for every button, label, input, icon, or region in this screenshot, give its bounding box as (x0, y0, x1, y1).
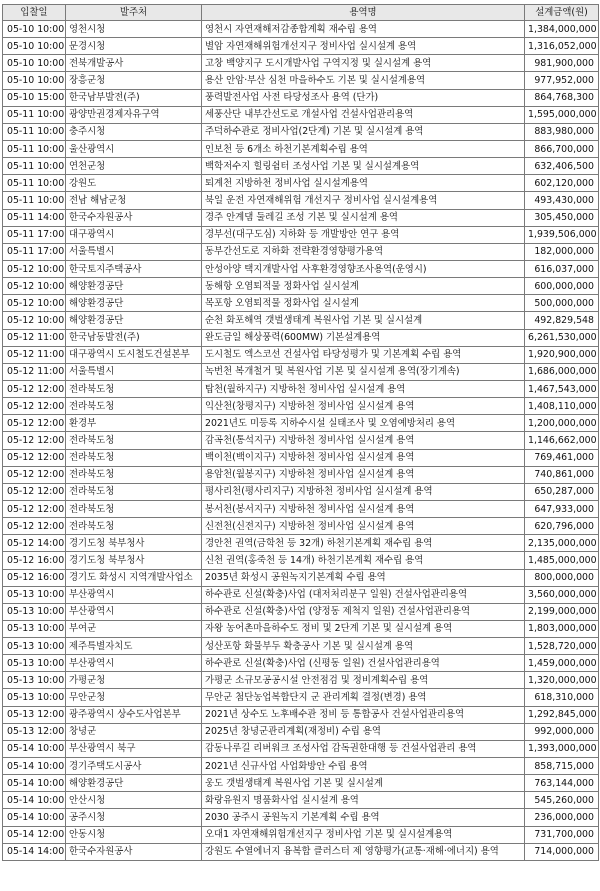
cell-date: 05-11 17:00 (3, 226, 66, 243)
cell-org: 영천시청 (66, 21, 202, 38)
cell-org: 해양환경공단 (66, 312, 202, 329)
cell-amount: 2,199,000,000 (525, 603, 599, 620)
cell-org: 가평군청 (66, 672, 202, 689)
cell-name: 녹번천 복개철거 및 복원사업 기본 및 실시설계 용역(장기계속) (202, 363, 525, 380)
table-row (3, 329, 599, 346)
table-row (3, 346, 599, 363)
cell-name: 강원도 수열에너지 융복합 클러스터 제 영향평가(교통·재해·에너지) 용역 (202, 843, 525, 860)
cell-name: 익산천(창평지구) 지방하천 정비사업 실시설계 용역 (202, 398, 525, 415)
header-row (3, 5, 599, 21)
cell-name: 봉서천(봉서지구) 지방하천 정비사업 실시설계 용역 (202, 500, 525, 517)
table-row (3, 826, 599, 843)
cell-date: 05-13 10:00 (3, 689, 66, 706)
table-row (3, 106, 599, 123)
cell-name: 화랑유원지 명품화사업 실시설계 용역 (202, 792, 525, 809)
cell-org: 연천군청 (66, 158, 202, 175)
table-row (3, 312, 599, 329)
table-row (3, 586, 599, 603)
table-row (3, 192, 599, 209)
cell-name: 백학저수지 힐링쉼터 조성사업 기본 및 실시설계용역 (202, 158, 525, 175)
cell-name: 하수관로 신설(확충)사업 (신평동 일원) 건설사업관리용역 (202, 655, 525, 672)
cell-name: 2021년 신규사업 사업화방안 수립 용역 (202, 758, 525, 775)
table-row (3, 72, 599, 89)
cell-org: 부산광역시 북구 (66, 740, 202, 757)
cell-org: 한국수자원공사 (66, 209, 202, 226)
table-row (3, 243, 599, 260)
cell-name: 영천시 자연재해저감종합계획 재수립 용역 (202, 21, 525, 38)
cell-org: 부산광역시 (66, 655, 202, 672)
table-row (3, 620, 599, 637)
table-row (3, 672, 599, 689)
cell-date: 05-12 11:00 (3, 363, 66, 380)
cell-org: 대구광역시 도시철도건설본부 (66, 346, 202, 363)
cell-org: 전라북도청 (66, 432, 202, 449)
cell-date: 05-10 10:00 (3, 38, 66, 55)
cell-date: 05-11 10:00 (3, 175, 66, 192)
table-row (3, 466, 599, 483)
cell-amount: 492,829,548 (525, 312, 599, 329)
cell-amount: 650,287,000 (525, 483, 599, 500)
cell-date: 05-14 10:00 (3, 792, 66, 809)
cell-date: 05-12 11:00 (3, 329, 66, 346)
table-row (3, 158, 599, 175)
cell-amount: 620,796,000 (525, 518, 599, 535)
cell-date: 05-14 14:00 (3, 843, 66, 860)
cell-org: 한국수자원공사 (66, 843, 202, 860)
cell-amount: 800,000,000 (525, 569, 599, 586)
cell-name: 감동나루길 리버워크 조성사업 감독권한대행 등 건설사업관리 용역 (202, 740, 525, 757)
cell-date: 05-12 10:00 (3, 295, 66, 312)
cell-amount: 1,408,110,000 (525, 398, 599, 415)
cell-name: 순천 화포해역 갯벌생태계 복원사업 기본 및 실시설계 (202, 312, 525, 329)
cell-name: 2021년도 미등록 지하수시설 실태조사 및 오염예방처리 용역 (202, 415, 525, 432)
cell-name: 별암 자연재해위험개선지구 정비사업 실시설계 용역 (202, 38, 525, 55)
cell-date: 05-10 10:00 (3, 21, 66, 38)
cell-name: 경주 안계댐 둘레길 조성 기본 및 실시설계 용역 (202, 209, 525, 226)
cell-name: 신전천(신전지구) 지방하천 정비사업 실시설계 용역 (202, 518, 525, 535)
bid-table (2, 4, 599, 861)
cell-date: 05-13 10:00 (3, 655, 66, 672)
table-row (3, 140, 599, 157)
table-row (3, 500, 599, 517)
table-row (3, 260, 599, 277)
cell-org: 무안군청 (66, 689, 202, 706)
cell-org: 전북개발공사 (66, 55, 202, 72)
cell-amount: 616,037,000 (525, 260, 599, 277)
cell-org: 울산광역시 (66, 140, 202, 157)
table-row (3, 723, 599, 740)
table-row (3, 226, 599, 243)
cell-date: 05-12 11:00 (3, 346, 66, 363)
cell-org: 경기도 화성시 지역개발사업소 (66, 569, 202, 586)
cell-name: 하수관로 신설(확충)사업 (양정동 제척지 일원) 건설사업관리용역 (202, 603, 525, 620)
cell-date: 05-11 17:00 (3, 243, 66, 260)
table-row (3, 55, 599, 72)
table-body (3, 21, 599, 861)
cell-org: 전라북도청 (66, 398, 202, 415)
cell-amount: 2,135,000,000 (525, 535, 599, 552)
cell-amount: 1,292,845,000 (525, 706, 599, 723)
cell-name: 오대1 자연재해위험개선지구 정비사업 기본 및 실시설계용역 (202, 826, 525, 843)
cell-name: 가평군 소규모공공시설 안전점검 및 정비계획수립 용역 (202, 672, 525, 689)
cell-date: 05-13 10:00 (3, 620, 66, 637)
cell-name: 인보천 등 6개소 하천기본계획수립 용역 (202, 140, 525, 157)
table-row (3, 775, 599, 792)
table-row (3, 535, 599, 552)
cell-date: 05-12 12:00 (3, 432, 66, 449)
table-row (3, 792, 599, 809)
table-row (3, 758, 599, 775)
cell-date: 05-10 10:00 (3, 55, 66, 72)
cell-name: 경부선(대구도심) 지하화 등 개발방안 연구 용역 (202, 226, 525, 243)
table-row (3, 21, 599, 38)
cell-amount: 618,310,000 (525, 689, 599, 706)
cell-amount: 769,461,000 (525, 449, 599, 466)
cell-org: 전라북도청 (66, 449, 202, 466)
cell-date: 05-14 10:00 (3, 809, 66, 826)
cell-amount: 493,430,000 (525, 192, 599, 209)
header-org: 발주처 (66, 5, 202, 21)
cell-name: 평사리천(평사리지구) 지방하천 정비사업 실시설계 용역 (202, 483, 525, 500)
cell-name: 탑천(월하지구) 지방하천 정비사업 실시설계 용역 (202, 380, 525, 397)
cell-amount: 1,803,000,000 (525, 620, 599, 637)
table-row (3, 740, 599, 757)
cell-name: 풍력발전사업 사전 타당성조사 용역 (단가) (202, 89, 525, 106)
cell-date: 05-11 10:00 (3, 140, 66, 157)
table-row (3, 706, 599, 723)
cell-org: 전라북도청 (66, 500, 202, 517)
table-row (3, 655, 599, 672)
table-row (3, 483, 599, 500)
cell-amount: 1,939,506,000 (525, 226, 599, 243)
cell-name: 무안군 첨단농업복합단지 군 관리계획 결정(변경) 용역 (202, 689, 525, 706)
cell-org: 경기주택도시공사 (66, 758, 202, 775)
cell-org: 서울특별시 (66, 363, 202, 380)
cell-amount: 1,467,543,000 (525, 380, 599, 397)
cell-name: 도시철도 엑스코선 건설사업 타당성평가 및 기본계획 수립 용역 (202, 346, 525, 363)
cell-date: 05-11 10:00 (3, 123, 66, 140)
cell-amount: 500,000,000 (525, 295, 599, 312)
cell-amount: 602,120,000 (525, 175, 599, 192)
cell-name: 백이천(백이지구) 지방하천 정비사업 실시설계 용역 (202, 449, 525, 466)
cell-amount: 714,000,000 (525, 843, 599, 860)
cell-amount: 981,900,000 (525, 55, 599, 72)
cell-amount: 740,861,000 (525, 466, 599, 483)
cell-date: 05-14 10:00 (3, 775, 66, 792)
cell-amount: 305,450,000 (525, 209, 599, 226)
cell-org: 환경부 (66, 415, 202, 432)
cell-amount: 858,715,000 (525, 758, 599, 775)
cell-org: 광양만권경제자유구역 (66, 106, 202, 123)
cell-date: 05-13 12:00 (3, 723, 66, 740)
cell-org: 대구광역시 (66, 226, 202, 243)
cell-amount: 883,980,000 (525, 123, 599, 140)
cell-date: 05-12 12:00 (3, 398, 66, 415)
cell-date: 05-12 12:00 (3, 518, 66, 535)
table-row (3, 432, 599, 449)
cell-amount: 992,000,000 (525, 723, 599, 740)
cell-org: 광주광역시 상수도사업본부 (66, 706, 202, 723)
cell-date: 05-10 10:00 (3, 72, 66, 89)
table-row (3, 278, 599, 295)
cell-amount: 3,560,000,000 (525, 586, 599, 603)
cell-amount: 1,393,000,000 (525, 740, 599, 757)
cell-date: 05-11 10:00 (3, 192, 66, 209)
cell-date: 05-12 12:00 (3, 466, 66, 483)
cell-org: 전라북도청 (66, 466, 202, 483)
cell-amount: 236,000,000 (525, 809, 599, 826)
cell-date: 05-13 10:00 (3, 672, 66, 689)
cell-amount: 6,261,530,000 (525, 329, 599, 346)
table-row (3, 295, 599, 312)
cell-name: 하수관로 신설(확충)사업 (대저처리분구 일원) 건설사업관리용역 (202, 586, 525, 603)
cell-org: 부산광역시 (66, 603, 202, 620)
cell-org: 해양환경공단 (66, 278, 202, 295)
cell-amount: 647,933,000 (525, 500, 599, 517)
table-row (3, 89, 599, 106)
cell-org: 해양환경공단 (66, 775, 202, 792)
cell-name: 동해항 오염퇴적물 정화사업 실시설계 (202, 278, 525, 295)
cell-date: 05-14 12:00 (3, 826, 66, 843)
cell-org: 안산시청 (66, 792, 202, 809)
table-row (3, 638, 599, 655)
cell-date: 05-14 10:00 (3, 758, 66, 775)
cell-org: 창녕군 (66, 723, 202, 740)
cell-amount: 731,700,000 (525, 826, 599, 843)
cell-org: 부여군 (66, 620, 202, 637)
header-name: 용역명 (202, 5, 525, 21)
cell-amount: 182,000,000 (525, 243, 599, 260)
cell-amount: 1,200,000,000 (525, 415, 599, 432)
cell-amount: 866,700,000 (525, 140, 599, 157)
table-row (3, 518, 599, 535)
cell-org: 제주특별자치도 (66, 638, 202, 655)
header-date: 입찰일 (3, 5, 66, 21)
cell-org: 강원도 (66, 175, 202, 192)
cell-date: 05-11 10:00 (3, 158, 66, 175)
cell-date: 05-12 10:00 (3, 312, 66, 329)
table-row (3, 209, 599, 226)
cell-date: 05-11 14:00 (3, 209, 66, 226)
cell-name: 주덕하수관로 정비사업(2단계) 기본 및 실시설계 용역 (202, 123, 525, 140)
cell-name: 용암천(월봉지구) 지방하천 정비사업 실시설계 용역 (202, 466, 525, 483)
cell-date: 05-13 10:00 (3, 638, 66, 655)
cell-amount: 600,000,000 (525, 278, 599, 295)
cell-date: 05-14 10:00 (3, 740, 66, 757)
cell-org: 전남 해남군청 (66, 192, 202, 209)
bid-table-sheet (2, 4, 598, 861)
cell-org: 전라북도청 (66, 380, 202, 397)
cell-name: 웅도 갯벌생태계 복원사업 기본 및 실시설계 (202, 775, 525, 792)
cell-name: 용산 안암·부산 심천 마을하수도 기본 및 실시설계용역 (202, 72, 525, 89)
cell-org: 경기도청 북부청사 (66, 552, 202, 569)
table-row (3, 843, 599, 860)
cell-name: 퇴계천 지방하천 정비사업 실시설계용역 (202, 175, 525, 192)
cell-org: 전라북도청 (66, 483, 202, 500)
cell-date: 05-12 16:00 (3, 569, 66, 586)
cell-name: 안성아양 택지개발사업 사후환경영향조사용역(운영시) (202, 260, 525, 277)
cell-name: 목포항 오염퇴적물 정화사업 실시설계 (202, 295, 525, 312)
table-row (3, 569, 599, 586)
cell-org: 한국토지주택공사 (66, 260, 202, 277)
cell-amount: 1,595,000,000 (525, 106, 599, 123)
cell-date: 05-12 10:00 (3, 278, 66, 295)
cell-name: 세풍산단 내부간선도로 개설사업 건설사업관리용역 (202, 106, 525, 123)
cell-name: 2021년 상수도 노후배수관 정비 등 통합공사 건설사업관리용역 (202, 706, 525, 723)
cell-name: 성산포항 화물부두 확충공사 기본 및 실시설계 용역 (202, 638, 525, 655)
table-row (3, 398, 599, 415)
cell-date: 05-12 14:00 (3, 535, 66, 552)
cell-amount: 545,260,000 (525, 792, 599, 809)
cell-org: 전라북도청 (66, 518, 202, 535)
table-row (3, 415, 599, 432)
table-row (3, 449, 599, 466)
table-row (3, 175, 599, 192)
cell-amount: 1,528,720,000 (525, 638, 599, 655)
cell-date: 05-12 16:00 (3, 552, 66, 569)
cell-amount: 1,686,000,000 (525, 363, 599, 380)
table-row (3, 809, 599, 826)
table-row (3, 552, 599, 569)
cell-name: 감곡천(통석지구) 지방하천 정비사업 실시설계 용역 (202, 432, 525, 449)
cell-name: 고창 백양지구 도시개발사업 구역지정 및 실시설계 용역 (202, 55, 525, 72)
cell-org: 한국남동발전(주) (66, 329, 202, 346)
table-header (3, 5, 599, 21)
cell-amount: 763,144,000 (525, 775, 599, 792)
cell-amount: 1,320,000,000 (525, 672, 599, 689)
cell-amount: 632,406,500 (525, 158, 599, 175)
cell-org: 서울특별시 (66, 243, 202, 260)
cell-date: 05-12 12:00 (3, 483, 66, 500)
table-row (3, 363, 599, 380)
cell-date: 05-12 10:00 (3, 260, 66, 277)
cell-date: 05-13 12:00 (3, 706, 66, 723)
cell-org: 충주시청 (66, 123, 202, 140)
cell-date: 05-12 12:00 (3, 449, 66, 466)
table-row (3, 123, 599, 140)
cell-name: 2030 공주시 공원녹지 기본계획 수립 용역 (202, 809, 525, 826)
cell-date: 05-13 10:00 (3, 603, 66, 620)
cell-org: 해양환경공단 (66, 295, 202, 312)
cell-name: 완도금일 해상풍력(600MW) 기본설계용역 (202, 329, 525, 346)
cell-name: 2025년 창녕군관리계획(재정비) 수립 용역 (202, 723, 525, 740)
cell-amount: 1,316,052,000 (525, 38, 599, 55)
cell-name: 동부간선도로 지하화 전략환경영향평가용역 (202, 243, 525, 260)
table-row (3, 689, 599, 706)
cell-org: 공주시청 (66, 809, 202, 826)
cell-amount: 1,485,000,000 (525, 552, 599, 569)
cell-date: 05-12 12:00 (3, 415, 66, 432)
table-row (3, 38, 599, 55)
cell-amount: 1,459,000,000 (525, 655, 599, 672)
cell-org: 문경시청 (66, 38, 202, 55)
cell-name: 2035년 화성시 공원녹지기본계획 수립 용역 (202, 569, 525, 586)
cell-amount: 977,952,000 (525, 72, 599, 89)
cell-date: 05-13 10:00 (3, 586, 66, 603)
cell-amount: 1,920,900,000 (525, 346, 599, 363)
cell-org: 한국남부발전(주) (66, 89, 202, 106)
cell-org: 부산광역시 (66, 586, 202, 603)
cell-name: 경안천 권역(금학천 등 32개) 하천기본계획 재수립 용역 (202, 535, 525, 552)
header-amount: 설계금액(원) (525, 5, 599, 21)
cell-amount: 864,768,300 (525, 89, 599, 106)
table-row (3, 603, 599, 620)
cell-amount: 1,384,000,000 (525, 21, 599, 38)
cell-org: 안동시청 (66, 826, 202, 843)
cell-date: 05-12 12:00 (3, 380, 66, 397)
cell-name: 자왕 농어촌마을하수도 정비 및 2단계 기본 및 실시설계 용역 (202, 620, 525, 637)
cell-date: 05-12 12:00 (3, 500, 66, 517)
cell-org: 경기도청 북부청사 (66, 535, 202, 552)
cell-name: 북일 운전 자연재해위험 개선지구 정비사업 실시설계용역 (202, 192, 525, 209)
cell-org: 장흥군청 (66, 72, 202, 89)
table-row (3, 380, 599, 397)
cell-amount: 1,146,662,000 (525, 432, 599, 449)
cell-date: 05-10 15:00 (3, 89, 66, 106)
cell-name: 신천 권역(홍죽천 등 14개) 하천기본계획 재수립 용역 (202, 552, 525, 569)
cell-date: 05-11 10:00 (3, 106, 66, 123)
